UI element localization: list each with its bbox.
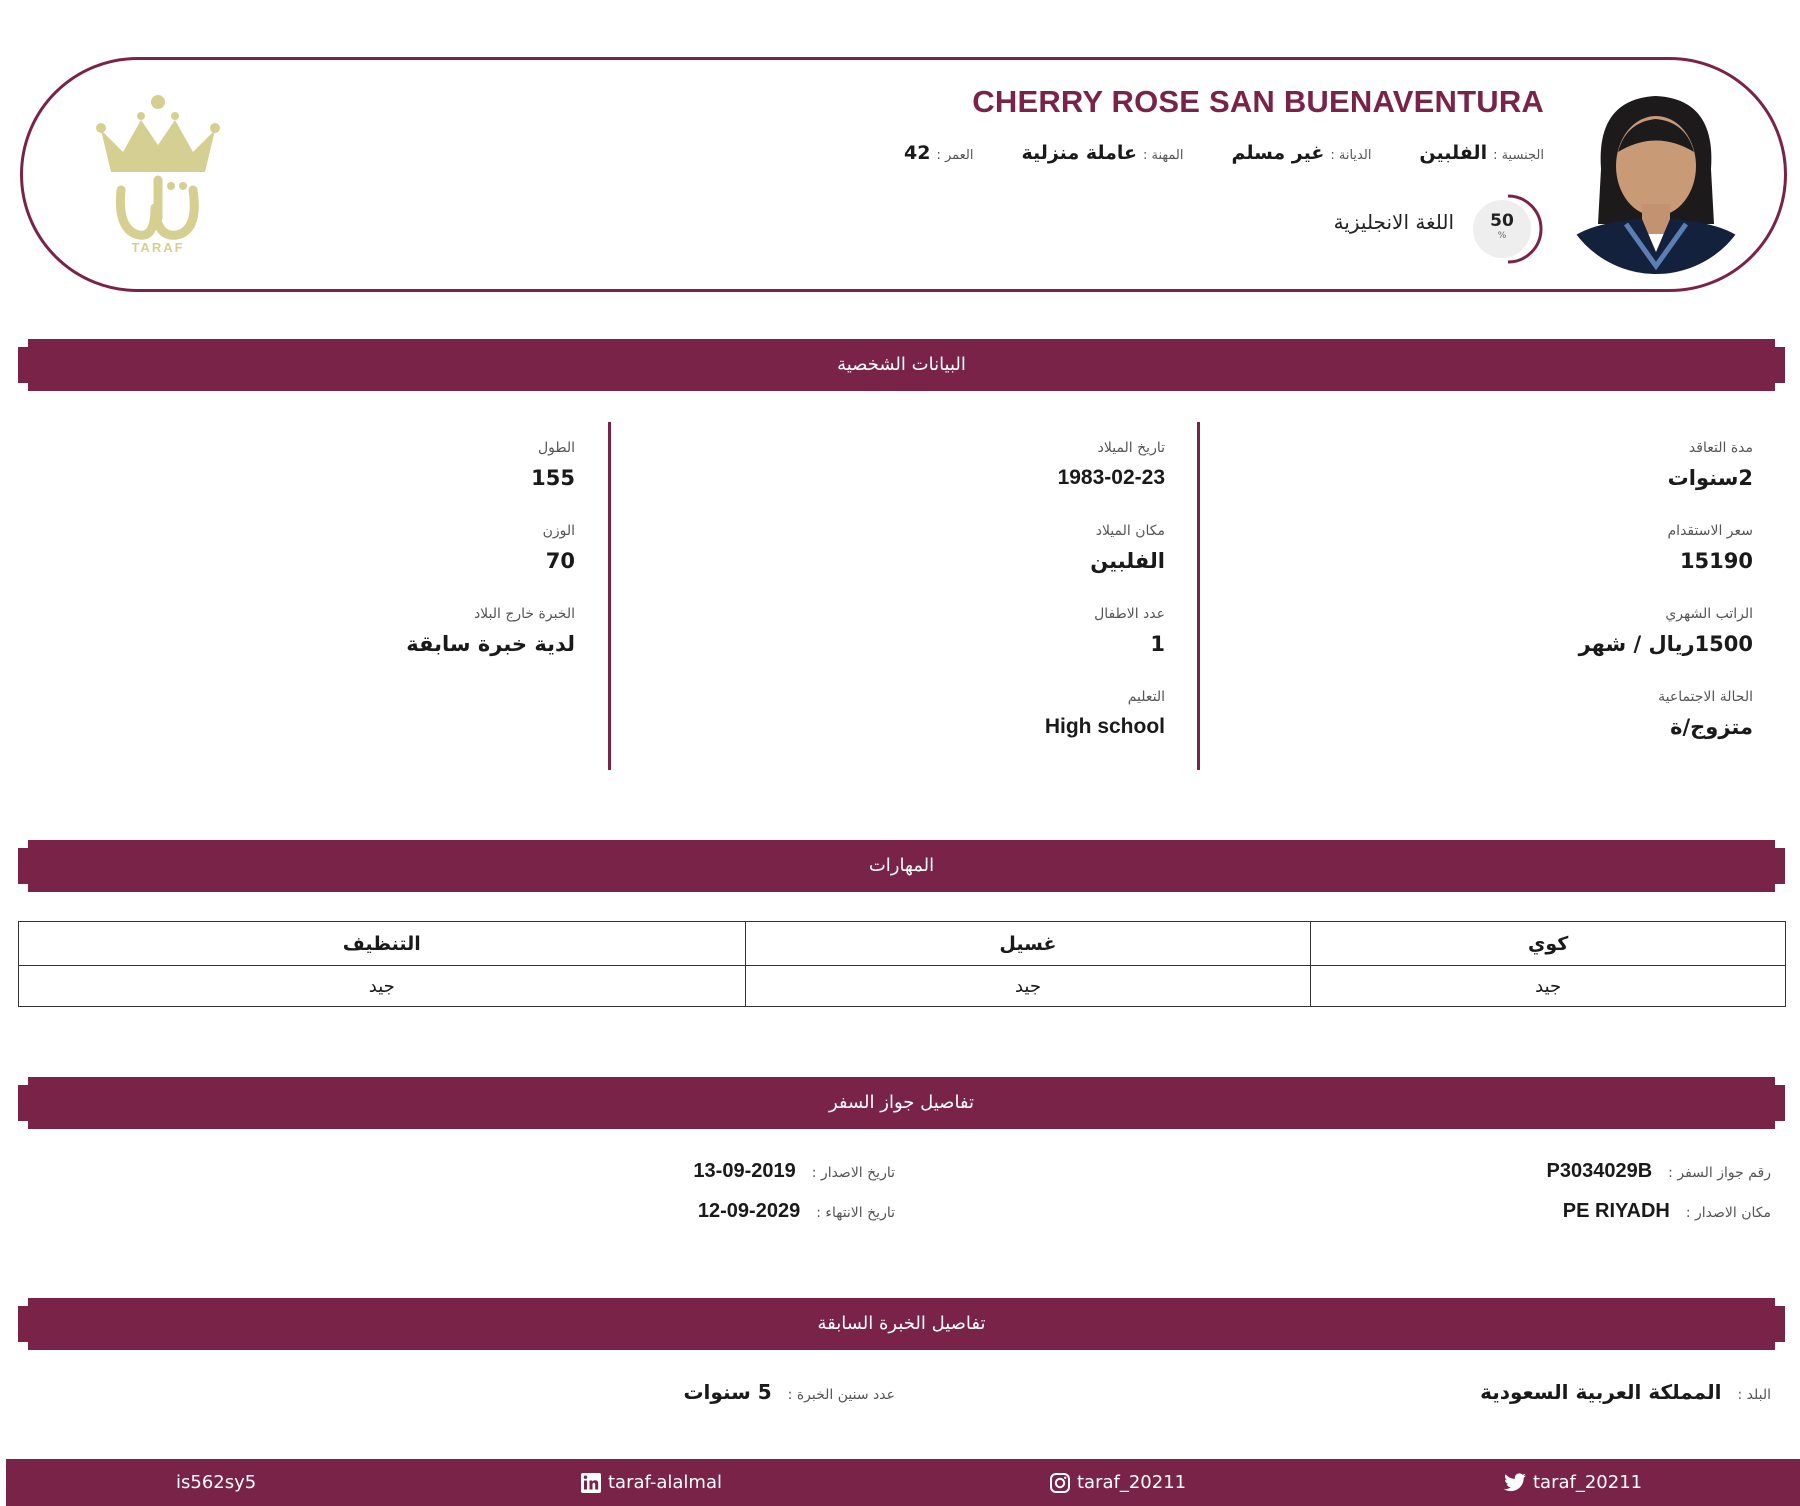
nationality-value: الفلبين [1419, 142, 1488, 164]
profile-header-card [20, 57, 1787, 292]
twitter-icon [1503, 1473, 1527, 1493]
field-value: 1 [1150, 632, 1165, 656]
passport-number-field [1547, 1160, 1771, 1183]
personal-column-3 [55, 440, 575, 689]
religion-value: غير مسلم [1231, 142, 1325, 164]
taraf-logo [83, 90, 233, 260]
english-level-unit: % [1497, 231, 1507, 241]
section-title-experience: تفاصيل الخبرة السابقة [817, 1313, 986, 1334]
experience-country-field [1480, 1380, 1771, 1404]
contract-duration-field [1233, 440, 1753, 523]
nationality-label: الجنسية : [1493, 148, 1544, 163]
skill-level: جيد [1311, 966, 1786, 1007]
field-value: الفلبين [1090, 549, 1165, 573]
field-value: 1500ريال / شهر [1578, 632, 1753, 656]
religion-label: الديانة : [1330, 148, 1372, 163]
weight-field [55, 523, 575, 606]
english-level-gauge [1472, 193, 1544, 265]
column-divider [608, 422, 611, 770]
column-divider [1197, 422, 1200, 770]
skill-name: غسيل [745, 922, 1311, 966]
skills-level-row [19, 966, 1786, 1007]
expiry-date-field [698, 1200, 895, 1223]
issue-date-field [693, 1160, 895, 1183]
english-level-score: 50 [1490, 211, 1514, 231]
experience-years-field [683, 1380, 895, 1404]
field-label: عدد الاطفال [1094, 606, 1165, 622]
age-value: 42 [904, 142, 931, 164]
field-value: 2سنوات [1667, 466, 1753, 490]
field-label: الخبرة خارج البلاد [473, 606, 575, 622]
linkedin-handle: taraf-alalmal [608, 1472, 722, 1493]
instagram-handle: taraf_20211 [1077, 1472, 1187, 1493]
recruitment-price-field [1233, 523, 1753, 606]
expiry-date-value: 2029-09-12 [697, 1200, 801, 1222]
issue-place-value: PE RIYADH [1562, 1200, 1670, 1222]
issue-date-label: تاريخ الاصدار : [811, 1165, 895, 1181]
nationality-field [1419, 142, 1544, 164]
section-title-passport: تفاصيل جواز السفر [828, 1092, 975, 1113]
candidate-photo [1556, 74, 1756, 274]
skills-header-row [19, 922, 1786, 966]
education-field [645, 689, 1165, 772]
skill-name: كوي [1311, 922, 1786, 966]
section-title-personal: البيانات الشخصية [837, 354, 966, 375]
section-bar-skills [18, 840, 1785, 892]
profession-value: عاملة منزلية [1021, 142, 1137, 164]
marital-status-field [1233, 689, 1753, 772]
candidate-name: CHERRY ROSE SAN BUENAVENTURA [972, 84, 1544, 119]
field-value: 1983-02-23 [1057, 466, 1165, 489]
field-value: 15190 [1679, 549, 1753, 573]
skill-level: جيد [745, 966, 1311, 1007]
skill-name: التنظيف [19, 922, 746, 966]
field-value: لدية خبرة سابقة [406, 632, 575, 656]
issue-place-field [1563, 1200, 1771, 1223]
field-label: سعر الاستقدام [1667, 523, 1753, 539]
experience-years-label: عدد سنين الخبرة : [787, 1387, 895, 1403]
passport-number-label: رقم جواز السفر : [1668, 1165, 1771, 1181]
section-bar-experience [18, 1298, 1785, 1350]
field-label: الراتب الشهري [1665, 606, 1753, 622]
field-value: 70 [545, 549, 575, 573]
linkedin-icon [580, 1472, 602, 1494]
age-field [904, 142, 974, 164]
religion-field [1231, 142, 1371, 164]
section-bar-personal [18, 339, 1785, 391]
birth-place-field [645, 523, 1165, 606]
monthly-salary-field [1233, 606, 1753, 689]
birth-date-field [645, 440, 1165, 523]
footer-bar [6, 1459, 1800, 1506]
instagram-icon [1049, 1472, 1071, 1494]
profession-field [1021, 142, 1183, 164]
personal-column-2 [645, 440, 1165, 772]
logo-text: TARAF [131, 240, 185, 255]
experience-abroad-field [55, 606, 575, 689]
candidate-code [176, 1459, 256, 1506]
profession-label: المهنة : [1142, 148, 1184, 163]
field-value: متزوج/ة [1670, 715, 1753, 739]
age-label: العمر : [936, 148, 974, 163]
section-title-skills: المهارات [868, 855, 935, 876]
issue-date-value: 2019-09-13 [693, 1160, 796, 1182]
candidate-code-text: is562sy5 [176, 1472, 257, 1493]
twitter-handle: taraf_20211 [1533, 1472, 1643, 1493]
instagram-link[interactable] [1049, 1459, 1186, 1506]
english-level-label: اللغة الانجليزية [1333, 210, 1454, 234]
person-avatar-icon [1556, 74, 1756, 274]
candidate-meta-row [904, 142, 1544, 172]
skills-table [18, 921, 1786, 1007]
field-label: الطول [537, 440, 575, 456]
crown-logo-icon [83, 90, 233, 260]
experience-country-value: المملكة العربية السعودية [1480, 1380, 1722, 1404]
children-count-field [645, 606, 1165, 689]
field-label: تاريخ الميلاد [1097, 440, 1165, 456]
personal-column-1 [1233, 440, 1753, 772]
field-value: High school [1044, 715, 1165, 738]
section-bar-passport [18, 1077, 1785, 1129]
issue-place-label: مكان الاصدار : [1685, 1205, 1771, 1221]
field-label: الوزن [542, 523, 575, 539]
experience-country-label: البلد : [1737, 1387, 1771, 1403]
expiry-date-label: تاريخ الانتهاء : [816, 1205, 895, 1221]
field-label: مدة التعاقد [1688, 440, 1753, 456]
linkedin-link[interactable] [580, 1459, 722, 1506]
height-field [55, 440, 575, 523]
field-value: 155 [531, 466, 575, 490]
passport-number-value: P3034029B [1546, 1160, 1653, 1182]
skill-level: جيد [19, 966, 746, 1007]
field-label: مكان الميلاد [1095, 523, 1165, 539]
field-label: التعليم [1127, 689, 1165, 705]
twitter-link[interactable] [1503, 1459, 1642, 1506]
field-label: الحالة الاجتماعية [1658, 689, 1753, 705]
experience-years-value: 5 سنوات [683, 1380, 772, 1404]
